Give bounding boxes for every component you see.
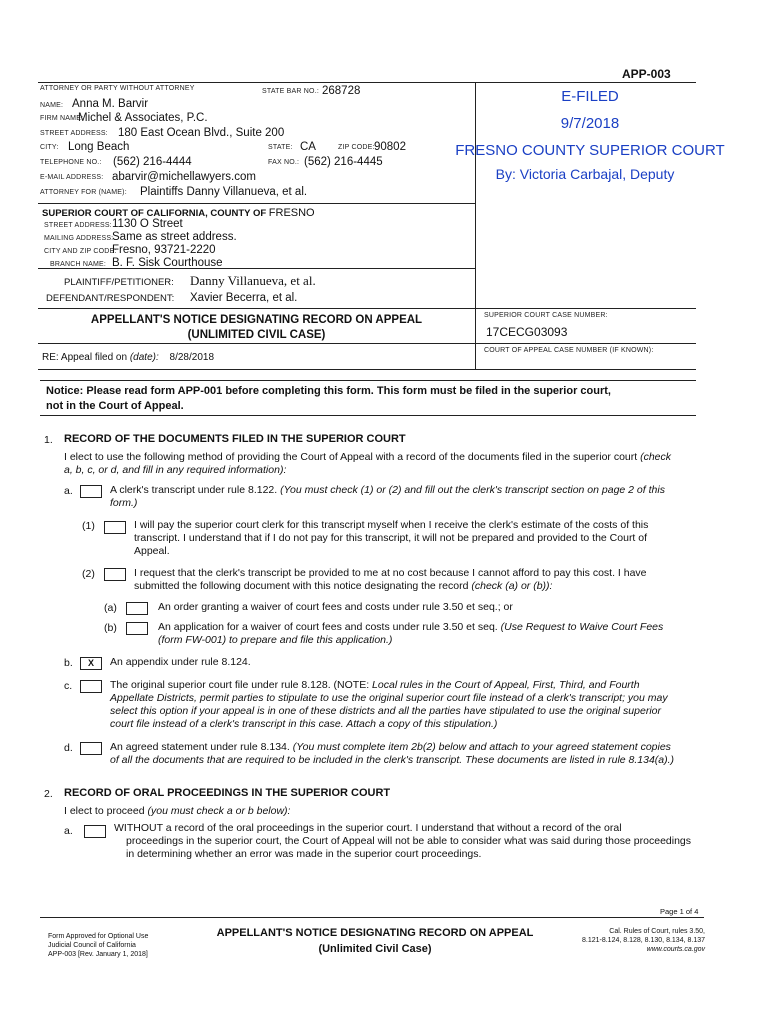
efiled-by: By: Victoria Carbajal, Deputy [495,166,675,182]
efiled-status: E-FILED [561,88,619,105]
item-1c-line1 [110,679,640,693]
section2-intro-note: (you must check a or b below): [147,805,291,817]
checkbox-1a[interactable] [80,485,102,498]
superior-case-value: 17CECG03093 [486,325,568,339]
caption-re-divider [38,343,475,344]
attorney-label: ATTORNEY OR PARTY WITHOUT ATTORNEY [40,85,195,92]
checkbox-1a1[interactable] [104,521,126,534]
item-2a-line3: in determining whether an error was made in the superior court proceedings. [126,848,482,860]
footer-left-line1: Form Approved for Optional Use [48,933,149,940]
right-column-divider [475,82,476,369]
efiled-date: 9/7/2018 [560,115,620,132]
court-street-value: 1130 O Street [112,218,183,230]
plaintiff-label: PLAINTIFF/PETITIONER: [64,277,174,288]
checkbox-2a[interactable] [84,825,106,838]
fax-label: FAX NO.: [268,159,300,166]
telephone-label: TELEPHONE NO.: [40,159,102,166]
item-1a1-line2: transcript. I understand that if I do not pay for this transcript, it will not be prepared and provided to the Court of [134,532,648,544]
item-1c-label: c. [64,680,73,692]
notice-line2: not in the Court of Appeal. [46,400,184,412]
item-1a2a-text: An order granting a waiver of court fees and costs under rule 3.50 et seq.; or [158,601,513,613]
court-street-label: STREET ADDRESS: [44,222,112,229]
header-bottom-border [38,369,696,370]
page-number: Page 1 of 4 [660,907,699,916]
item-2a-label: a. [64,825,73,837]
item-1d-note: (You must complete item 2b(2) below and attach to your agreed statement copies [292,741,671,753]
parties-caption-divider [38,308,696,309]
plaintiff-value: Danny Villanueva, et al. [190,273,316,288]
checkbox-1d[interactable] [80,742,102,755]
item-1d-label: d. [64,742,73,754]
item-1a2b-line2: (form FW-001) to prepare and file this application.) [158,634,393,646]
court-cityzip-label: CITY AND ZIP CODE: [44,248,117,255]
item-1a2b-note: (Use Request to Waive Court Fees [500,621,664,633]
firm-value: Michel & Associates, P.C. [78,112,208,124]
item-1a-main: A clerk's transcript under rule 8.122. [110,484,278,496]
footer-left [48,932,148,959]
re-appeal-filed [42,352,214,363]
attorney-for-value: Plaintiffs Danny Villanueva, et al. [140,186,308,198]
checkbox-1a2a[interactable] [126,602,148,615]
checkbox-1a2[interactable] [104,568,126,581]
appeal-case-label: COURT OF APPEAL CASE NUMBER (IF KNOWN): [484,347,654,354]
firm-label: FIRM NAME: [40,115,84,122]
form-id: APP-003 [622,67,671,81]
court-branch-label: BRANCH NAME: [50,261,107,268]
court-mailing-value: Same as street address. [112,231,237,243]
case-number-divider [475,343,696,344]
section1-intro-1 [64,451,704,465]
footer-left-line3: APP-003 [Rev. January 1, 2018] [48,951,148,958]
footer-left-line2: Judicial Council of California [48,942,136,949]
section1-title: RECORD OF THE DOCUMENTS FILED IN THE SUPERIOR COURT [64,433,406,445]
section1-number: 1. [44,434,53,446]
caption-line1: APPELLANT'S NOTICE DESIGNATING RECORD ON APPEAL [90,314,423,326]
checkbox-1c[interactable] [80,680,102,693]
item-1a-label: a. [64,485,73,497]
item-1a-text [110,484,665,498]
email-label: E-MAIL ADDRESS: [40,174,104,181]
item-1a2b-label: (b) [104,622,117,634]
superior-case-label: SUPERIOR COURT CASE NUMBER: [484,312,608,319]
section2-intro-text: I elect to proceed [64,805,145,817]
item-1a2-line1: I request that the clerk's transcript be provided to me at no cost because I cannot afford to pay this cost. I have [134,567,647,579]
item-1a2-label: (2) [82,568,95,580]
item-1d-text: An agreed statement under rule 8.134. [110,741,290,753]
section1-intro-text: I elect to use the following method of providing the Court of Appeal with a record of the documents filed in the superior court [64,451,638,463]
caption-line2: (UNLIMITED CIVIL CASE) [187,329,326,341]
checkbox-1b[interactable]: X [80,657,102,670]
fax-value: (562) 216-4445 [304,156,383,168]
state-value: CA [300,141,316,153]
item-1a2b-text: An application for a waiver of court fees and costs under rule 3.50 et seq. [158,621,498,633]
attorney-for-label: ATTORNEY FOR (NAME): [40,189,127,196]
zip-value: 90802 [374,141,406,153]
item-1c-line3: select this option if your appeal is in one of these districts and all the parties have stipulated to use the original superior [110,705,661,717]
street-value: 180 East Ocean Blvd., Suite 200 [118,127,285,139]
state-bar-label: STATE BAR NO.: [262,88,319,95]
re-label: RE: Appeal filed on [42,352,128,363]
footer-right [560,927,705,954]
header-top-border [38,82,696,83]
street-label: STREET ADDRESS: [40,130,108,137]
defendant-label: DEFENDANT/RESPONDENT: [46,293,175,304]
item-1a2-line2 [134,580,552,594]
re-date-value: 8/28/2018 [169,352,215,363]
section2-number: 2. [44,788,53,800]
name-value: Anna M. Barvir [72,98,149,110]
item-1a1-label: (1) [82,520,95,532]
item-1a2b-line1 [158,621,663,635]
section2-intro [64,805,290,819]
item-1d-line1 [110,741,671,755]
section1-intro-2: a, b, c, or d, and fill in any required information): [64,464,287,476]
item-1a1-line3: Appeal. [134,545,170,557]
court-cityzip-value: Fresno, 93721-2220 [112,244,216,256]
court-title-text: SUPERIOR COURT OF CALIFORNIA, COUNTY OF [42,208,267,219]
item-1c-line2: Appellate Districts, permit parties to stipulate to use the original superior court file instead of a clerk's transcript; you may [110,692,668,704]
item-1a2-line2-text: submitted the following document with this notice designating the record [134,580,469,592]
city-value: Long Beach [68,141,130,153]
item-1d-line2: of all the documents that are required to be included in the clerk's transcript. These documents are listed in rule 8.134(a).) [110,754,675,766]
telephone-value: (562) 216-4444 [113,156,192,168]
notice-box [40,380,696,416]
footer-right-line2: 8.121-8.124, 8.128, 8.130, 8.134, 8.137 [582,937,705,944]
court-mailing-label: MAILING ADDRESS: [44,235,114,242]
court-branch-value: B. F. Sisk Courthouse [112,257,223,269]
item-1a-note-cont: form.) [110,497,138,509]
item-2a-line1: WITHOUT a record of the oral proceedings in the superior court. I understand that without a record of the oral [114,822,622,834]
item-2a-line2: proceedings in the superior court, the Court of Appeal will not be able to consider what was said during those proceedings [126,835,692,847]
footer-title-2: (Unlimited Civil Case) [318,943,432,955]
item-1a-note: (You must check (1) or (2) and fill out the clerk's transcript section on page 2 of this [280,484,665,496]
footer-right-line3: www.courts.ca.gov [646,946,705,953]
section1-intro-note: (check [640,451,672,463]
email-value: abarvir@michellawyers.com [112,171,256,183]
name-label: NAME: [40,102,64,109]
item-1b-label: b. [64,657,73,669]
city-label: CITY: [40,144,59,151]
state-bar-value: 268728 [322,85,361,97]
item-1c-line4: court file instead of a clerk's transcript in this case. Attach a copy of this stipulation.) [110,718,498,730]
item-1b-text: An appendix under rule 8.124. [110,656,251,668]
zip-label: ZIP CODE: [338,144,375,151]
defendant-value: Xavier Becerra, et al. [190,292,298,304]
item-1c-text: The original superior court file under rule 8.128. (NOTE: [110,679,370,691]
notice-line1: Notice: Please read form APP-001 before completing this form. This form must be filed in the superior court, [46,385,611,397]
efiled-court: FRESNO COUNTY SUPERIOR COURT [455,142,725,159]
section2-title: RECORD OF ORAL PROCEEDINGS IN THE SUPERIOR COURT [64,787,391,799]
footer-title-1: APPELLANT'S NOTICE DESIGNATING RECORD ON APPEAL [216,927,534,939]
footer-right-line1: Cal. Rules of Court, rules 3.50, [609,928,705,935]
item-1c-note: Local rules in the Court of Appeal, First, Third, and Fourth [372,679,640,691]
court-county: FRESNO [268,207,315,219]
state-label: STATE: [268,144,293,151]
footer-rule [40,917,704,918]
attorney-court-divider [38,203,475,204]
item-1a2-line2-note: (check (a) or (b)): [471,580,553,592]
item-1a1-line1: I will pay the superior court clerk for this transcript myself when I receive the clerk's estimate of the costs of this [134,519,649,531]
court-parties-divider [38,268,475,269]
checkbox-1a2b[interactable] [126,622,148,635]
re-date-label: (date): [129,352,159,363]
item-1a2a-label: (a) [104,602,117,614]
